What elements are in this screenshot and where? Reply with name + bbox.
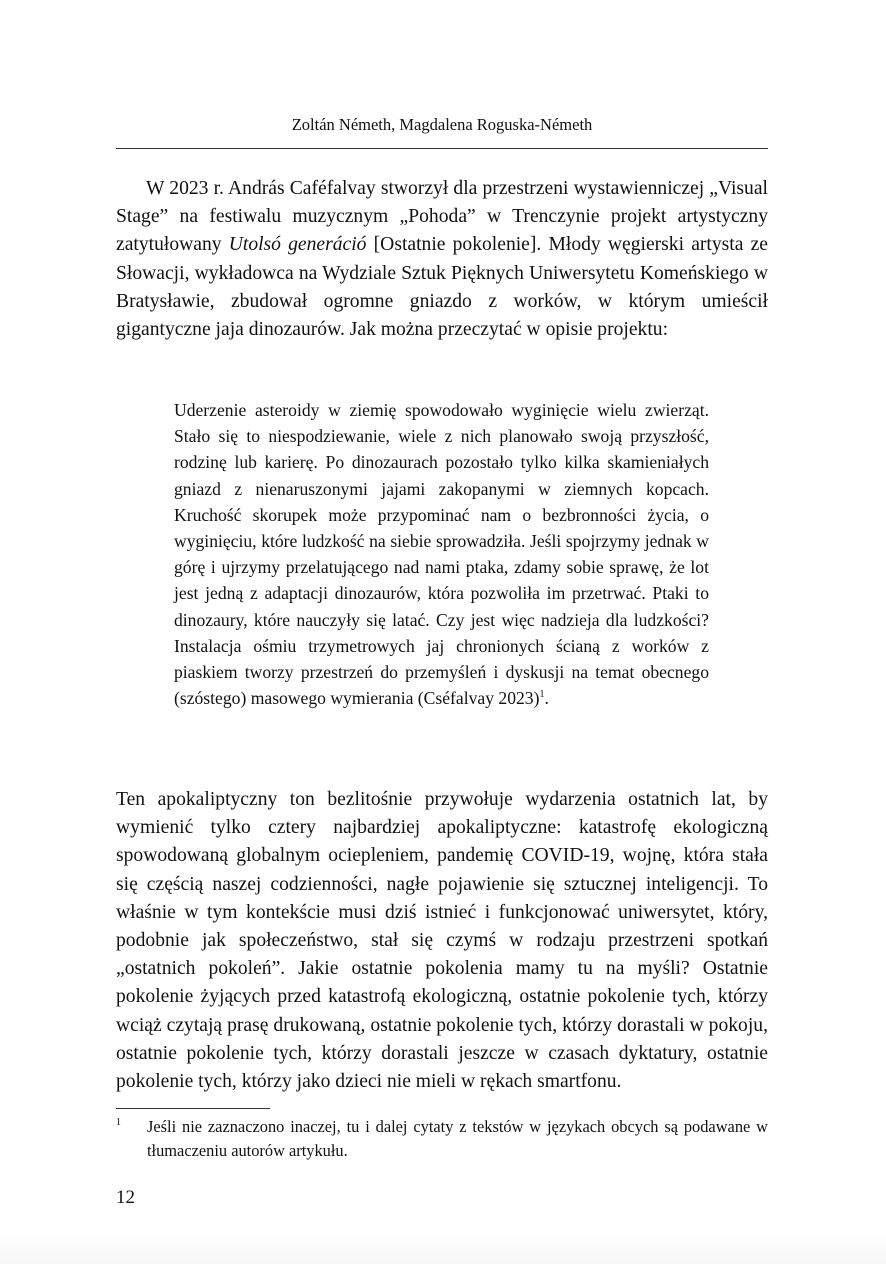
footnote-marker: 1 (116, 1117, 121, 1128)
footnote-text: Jeśli nie zaznaczono inaczej, tu i dalej cytaty z tekstów w językach obcych są podawane w tłumaczeniu autorów artykułu. (147, 1117, 768, 1160)
paragraph-intro (116, 175, 768, 344)
page-number: 12 (116, 1187, 135, 1208)
footnote-rule (116, 1108, 270, 1109)
page-bottom-edge (0, 1234, 886, 1264)
footnote-1 (116, 1115, 768, 1162)
block-quote-text: Uderzenie asteroidy w ziemię spowodowało wyginięcie wielu zwierząt. Stało się to niespodziewanie, wiele z nich planowało swoją przyszłość, rodzinę lub karierę. Po dinozaurach pozostało tylko kilka skamieniałych gniazd z nienaruszonymi jajami zakopanymi w ziemnych kopcach. Kruchość skorupek może przypominać nam o bezbronności życia, o wyginięciu, które ludzkość na siebie sprowadziła. Jeśli spojrzymy jednak w górę i ujrzymy przelatującego nad nami ptaka, zdamy sobie sprawę, że lot jest jedną z adaptacji dinozaurów, która pozwoliła im przetrwać. Ptaki to dinozaury, które nauczyły się latać. Czy jest więc nadzieja dla ludzkości? Instalacja ośmiu trzymetrowych jaj chronionych ścianą z worków z piaskiem tworzy przestrzeń do przemyśleń i dyskusji na temat obecnego (szóstego) masowego wymierania (Cséfalvay 2023) (174, 400, 709, 709)
block-quote (174, 397, 709, 711)
paragraph-intro-text-cont: [Ostatnie pokolenie]. Młody węgierski artysta ze Słowacji, wykładowca na Wydziale Sztuk Pięknych Uniwersytetu Komeńskiego w Bratysławie, zbudował ogromne gniazdo z worków, w którym umieścił gigantyczne jaja dinozaurów. Jak można przeczytać w opisie projektu: (116, 234, 768, 341)
running-title: Zoltán Németh, Magdalena Roguska-Németh (291, 115, 593, 134)
paragraph-apocalyptic: Ten apokaliptyczny ton bezlitośnie przywołuje wydarzenia ostatnich lat, by wymienić tylko cztery najbardziej apokaliptyczne: katastrofę ekologiczną spowodowaną globalnym ociepleniem, pandemię COVID-19, wojnę, która stała się częścią naszej codzienności, nagłe pojawienie się sztucznej inteligencji. To właśnie w tym kontekście musi dziś istnieć i funkcjonować uniwersytet, który, podobnie jak społeczeństwo, stał się czymś w rodzaju przestrzeni spotkań „ostatnich pokoleń”. Jakie ostatnie pokolenia mamy tu na myśli? Ostatnie pokolenie żyjących przed katastrofą ekologiczną, ostatnie pokolenie tych, którzy wciąż czytają prasę drukowaną, ostatnie pokolenie tych, którzy dorastali w pokoju, ostatnie pokolenie tych, którzy dorastali jeszcze w czasach dyktatury, ostatnie pokolenie tych, którzy jako dzieci nie mieli w rękach smartfonu. (116, 789, 768, 1093)
header-rule (116, 148, 768, 149)
paragraph-intro-text: W 2023 r. András Caféfalvay stworzył dla przestrzeni wystawienniczej „Visual Stage” na festiwalu muzycznym „Pohoda” w Trenczynie projekt artystyczny zatytułowany (116, 178, 768, 256)
footnote-reference[interactable]: 1 (539, 689, 545, 701)
block-quote-end: . (544, 688, 549, 709)
artwork-title: Utolsó generáció (228, 234, 367, 256)
